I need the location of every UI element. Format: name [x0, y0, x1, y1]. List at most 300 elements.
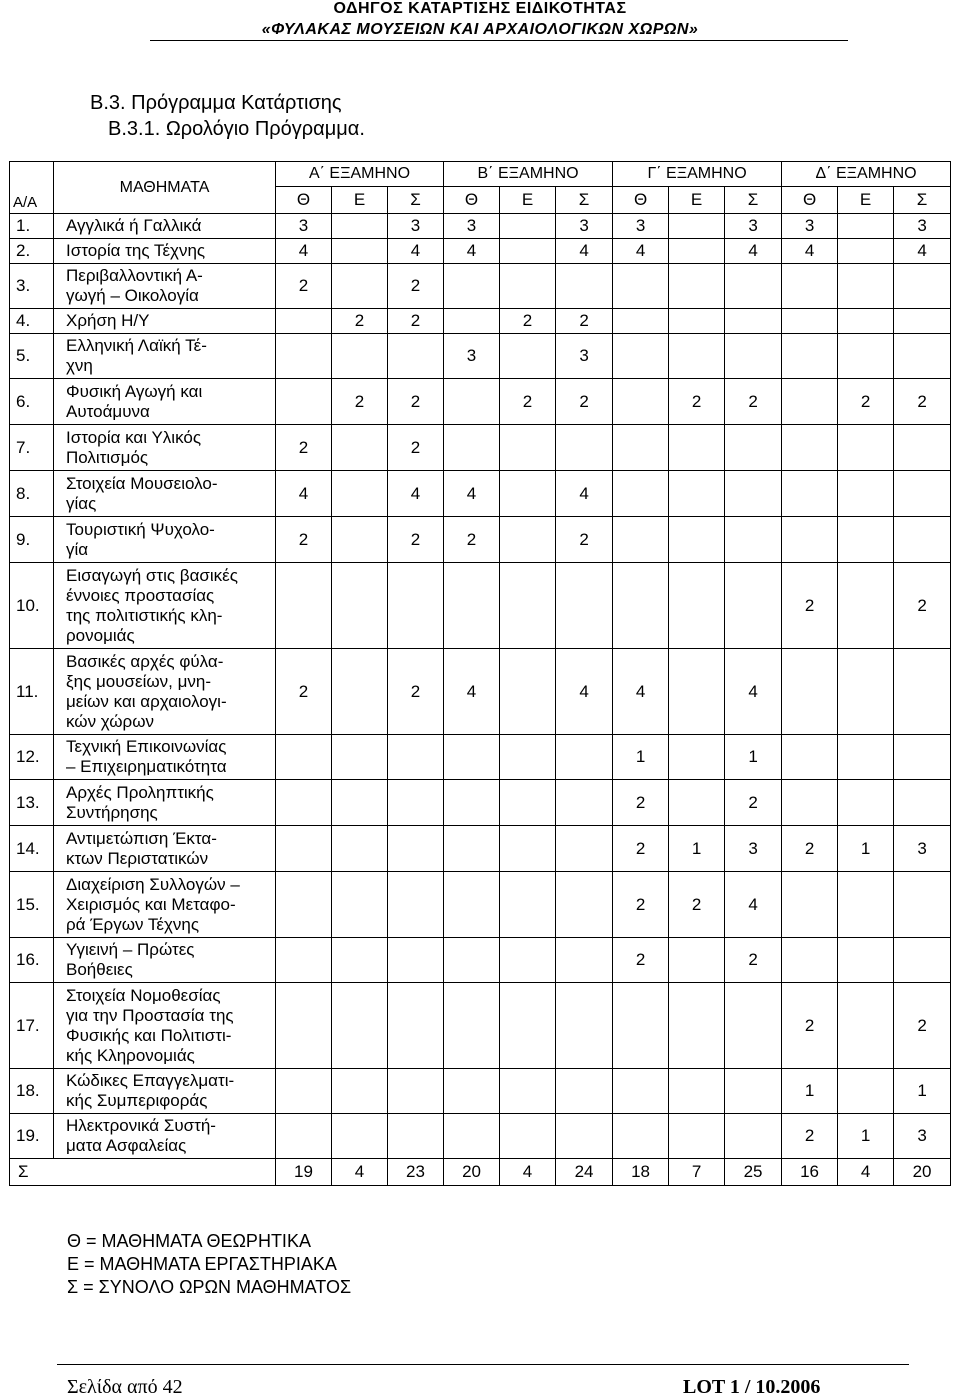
- hours-cell: [500, 334, 556, 379]
- hours-cell: [838, 938, 894, 983]
- row-number: 15.: [10, 872, 54, 938]
- hours-cell: 2: [500, 309, 556, 334]
- table-row: [10, 563, 951, 649]
- subheader-cell: Ε: [332, 187, 388, 214]
- hours-cell: [613, 379, 669, 425]
- table-row: [10, 649, 951, 735]
- hours-cell: 2: [388, 264, 444, 309]
- hours-cell: [894, 517, 951, 563]
- hours-cell: [444, 780, 500, 826]
- hours-cell: [500, 872, 556, 938]
- document-id: LOT 1 / 10.2006: [683, 1376, 821, 1398]
- hours-cell: 2: [613, 938, 669, 983]
- hours-cell: [556, 425, 613, 471]
- hours-cell: 2: [276, 425, 332, 471]
- hours-cell: [500, 517, 556, 563]
- hours-cell: 2: [782, 826, 838, 872]
- hours-cell: 2: [613, 826, 669, 872]
- hours-cell: [669, 334, 725, 379]
- subject-name: Ιστορία και Υλικός Πολιτισμός: [54, 425, 276, 471]
- hours-cell: [332, 239, 388, 264]
- hours-cell: 4: [556, 471, 613, 517]
- hours-cell: [556, 735, 613, 780]
- hours-cell: [332, 938, 388, 983]
- table-row: [10, 1069, 951, 1114]
- hours-cell: 4: [725, 649, 782, 735]
- hours-cell: [332, 517, 388, 563]
- table-row: [10, 425, 951, 471]
- hours-cell: 2: [332, 309, 388, 334]
- row-number: 19.: [10, 1114, 54, 1159]
- hours-cell: [838, 264, 894, 309]
- sum-label: Σ: [10, 1159, 276, 1186]
- hours-cell: 2: [669, 872, 725, 938]
- hours-cell: [725, 425, 782, 471]
- subject-name: Φυσική Αγωγή και Αυτοάμυνα: [54, 379, 276, 425]
- hours-cell: 2: [388, 379, 444, 425]
- hours-cell: 2: [894, 379, 951, 425]
- section-title: Β.3. Πρόγραμμα Κατάρτισης: [90, 92, 342, 114]
- hours-cell: [894, 780, 951, 826]
- hours-cell: [276, 563, 332, 649]
- hours-cell: [332, 425, 388, 471]
- subheader-cell: Ε: [838, 187, 894, 214]
- guide-title: ΟΔΗΓΟΣ ΚΑΤΑΡΤΙΣΗΣ ΕΙΔΙΚΟΤΗΤΑΣ: [333, 0, 627, 17]
- table-row: [10, 239, 951, 264]
- hours-cell: 4: [444, 239, 500, 264]
- hours-cell: [782, 425, 838, 471]
- sum-cell: 19: [276, 1159, 332, 1186]
- hours-cell: [388, 735, 444, 780]
- row-number: 18.: [10, 1069, 54, 1114]
- table-row: [10, 309, 951, 334]
- page-number: Σελίδα από 42: [67, 1376, 183, 1398]
- legend-item: Ε = ΜΑΘΗΜΑΤΑ ΕΡΓΑΣΤΗΡΙΑΚΑ: [67, 1254, 337, 1274]
- hours-cell: [669, 425, 725, 471]
- hours-cell: [444, 379, 500, 425]
- subject-name: Ελληνική Λαϊκή Τέ- χνη: [54, 334, 276, 379]
- subject-name: Υγιεινή – Πρώτες Βοήθειες: [54, 938, 276, 983]
- hours-cell: [838, 239, 894, 264]
- table-row: [10, 938, 951, 983]
- hours-cell: [669, 780, 725, 826]
- subject-name: Εισαγωγή στις βασικές έννοιες προστασίας της πολιτιστικής κλη- ρονομιάς: [54, 563, 276, 649]
- hours-cell: 2: [782, 983, 838, 1069]
- subheader-cell: Θ: [444, 187, 500, 214]
- hours-cell: [556, 938, 613, 983]
- hours-cell: [500, 1114, 556, 1159]
- hours-cell: [725, 471, 782, 517]
- hours-cell: [444, 872, 500, 938]
- row-number: 11.: [10, 649, 54, 735]
- table-row: [10, 517, 951, 563]
- hours-cell: 3: [894, 1114, 951, 1159]
- hours-cell: [556, 983, 613, 1069]
- hours-cell: 1: [838, 1114, 894, 1159]
- hours-cell: [725, 1069, 782, 1114]
- hours-cell: [782, 309, 838, 334]
- hours-cell: 2: [556, 517, 613, 563]
- hours-cell: [782, 334, 838, 379]
- hours-cell: [332, 649, 388, 735]
- hours-cell: 1: [613, 735, 669, 780]
- hours-cell: [332, 735, 388, 780]
- col-header-subjects: ΜΑΘΗΜΑΤΑ: [54, 162, 276, 214]
- hours-cell: [444, 425, 500, 471]
- hours-cell: 4: [556, 239, 613, 264]
- hours-cell: [725, 334, 782, 379]
- row-number: 3.: [10, 264, 54, 309]
- hours-cell: [669, 1069, 725, 1114]
- hours-cell: 2: [725, 379, 782, 425]
- sum-cell: 4: [838, 1159, 894, 1186]
- hours-cell: [782, 649, 838, 735]
- hours-cell: 4: [725, 872, 782, 938]
- subject-name: Τουριστική Ψυχολο- γία: [54, 517, 276, 563]
- col-header-aa: Α/Α: [10, 162, 54, 214]
- hours-cell: [276, 983, 332, 1069]
- hours-cell: 3: [725, 214, 782, 239]
- hours-cell: [725, 563, 782, 649]
- hours-cell: [500, 649, 556, 735]
- hours-cell: [332, 563, 388, 649]
- hours-cell: 4: [388, 471, 444, 517]
- hours-cell: 4: [276, 239, 332, 264]
- sum-cell: 25: [725, 1159, 782, 1186]
- hours-cell: [782, 735, 838, 780]
- hours-cell: 2: [388, 517, 444, 563]
- hours-cell: [332, 872, 388, 938]
- hours-cell: [613, 334, 669, 379]
- hours-cell: 2: [725, 780, 782, 826]
- hours-cell: [444, 563, 500, 649]
- hours-cell: [613, 425, 669, 471]
- table-row: [10, 334, 951, 379]
- hours-cell: [556, 1069, 613, 1114]
- hours-cell: [332, 264, 388, 309]
- hours-cell: [838, 214, 894, 239]
- subject-name: Ηλεκτρονικά Συστή- ματα Ασφαλείας: [54, 1114, 276, 1159]
- subject-name: Αρχές Προληπτικής Συντήρησης: [54, 780, 276, 826]
- hours-cell: 2: [782, 563, 838, 649]
- sum-cell: 24: [556, 1159, 613, 1186]
- hours-cell: [782, 379, 838, 425]
- hours-cell: [838, 983, 894, 1069]
- hours-cell: [276, 735, 332, 780]
- hours-cell: [669, 517, 725, 563]
- row-number: 2.: [10, 239, 54, 264]
- sum-cell: 4: [500, 1159, 556, 1186]
- hours-cell: [388, 983, 444, 1069]
- hours-cell: [388, 563, 444, 649]
- hours-cell: 3: [556, 334, 613, 379]
- specialty-title: «ΦΥΛΑΚΑΣ ΜΟΥΣΕΙΩΝ ΚΑΙ ΑΡΧΑΙΟΛΟΓΙΚΩΝ ΧΩΡΩΝ»: [261, 21, 699, 38]
- subject-name: Αντιμετώπιση Έκτα- κτων Περιστατικών: [54, 826, 276, 872]
- hours-cell: [556, 826, 613, 872]
- table-row: [10, 471, 951, 517]
- hours-cell: 3: [444, 214, 500, 239]
- hours-cell: [388, 872, 444, 938]
- hours-cell: 3: [388, 214, 444, 239]
- row-number: 7.: [10, 425, 54, 471]
- hours-cell: 2: [388, 425, 444, 471]
- hours-cell: 2: [276, 649, 332, 735]
- hours-cell: [838, 780, 894, 826]
- hours-cell: 3: [276, 214, 332, 239]
- row-number: 16.: [10, 938, 54, 983]
- hours-cell: [838, 309, 894, 334]
- hours-cell: [725, 1114, 782, 1159]
- hours-cell: [613, 1114, 669, 1159]
- hours-cell: 3: [725, 826, 782, 872]
- subheader-cell: Θ: [613, 187, 669, 214]
- hours-cell: [894, 309, 951, 334]
- hours-cell: [613, 471, 669, 517]
- hours-cell: [444, 264, 500, 309]
- hours-cell: 4: [276, 471, 332, 517]
- hours-cell: 1: [838, 826, 894, 872]
- semester-header: Γ΄ ΕΞΑΜΗΝΟ: [613, 162, 782, 187]
- hours-cell: [276, 780, 332, 826]
- hours-cell: [669, 239, 725, 264]
- hours-cell: [444, 735, 500, 780]
- hours-cell: [388, 334, 444, 379]
- hours-cell: 2: [276, 517, 332, 563]
- hours-cell: 3: [894, 214, 951, 239]
- hours-cell: [388, 826, 444, 872]
- hours-cell: [894, 425, 951, 471]
- table-row: [10, 780, 951, 826]
- hours-cell: [613, 1069, 669, 1114]
- hours-cell: [669, 649, 725, 735]
- hours-cell: 1: [669, 826, 725, 872]
- hours-cell: [613, 309, 669, 334]
- hours-cell: [613, 517, 669, 563]
- hours-cell: [388, 1114, 444, 1159]
- hours-cell: [332, 214, 388, 239]
- subject-name: Κώδικες Επαγγελματι- κής Συμπεριφοράς: [54, 1069, 276, 1114]
- hours-cell: [276, 1069, 332, 1114]
- hours-cell: [500, 471, 556, 517]
- hours-cell: 4: [894, 239, 951, 264]
- semester-header: Δ΄ ΕΞΑΜΗΝΟ: [782, 162, 951, 187]
- subheader-cell: Ε: [500, 187, 556, 214]
- table-row: [10, 983, 951, 1069]
- hours-cell: [894, 872, 951, 938]
- hours-cell: [388, 1069, 444, 1114]
- hours-cell: [838, 425, 894, 471]
- subject-name: Στοιχεία Νομοθεσίας για την Προστασία της Φυσικής και Πολιτιστι- κής Κληρονομιάς: [54, 983, 276, 1069]
- hours-cell: 2: [669, 379, 725, 425]
- hours-cell: 4: [613, 239, 669, 264]
- hours-cell: [276, 938, 332, 983]
- hours-cell: [556, 264, 613, 309]
- hours-cell: [838, 735, 894, 780]
- hours-cell: 2: [894, 563, 951, 649]
- hours-cell: [444, 983, 500, 1069]
- subheader-cell: Θ: [276, 187, 332, 214]
- hours-cell: [669, 938, 725, 983]
- hours-cell: 2: [782, 1114, 838, 1159]
- row-number: 14.: [10, 826, 54, 872]
- sum-row: [10, 1159, 951, 1186]
- hours-cell: [725, 309, 782, 334]
- hours-cell: 4: [444, 471, 500, 517]
- hours-cell: [725, 517, 782, 563]
- hours-cell: [500, 780, 556, 826]
- timetable: [9, 161, 951, 1186]
- subsection-title: Β.3.1. Ωρολόγιο Πρόγραμμα.: [108, 118, 365, 140]
- hours-cell: 2: [838, 379, 894, 425]
- hours-cell: 2: [613, 780, 669, 826]
- hours-cell: [782, 872, 838, 938]
- hours-cell: [388, 780, 444, 826]
- sum-cell: 16: [782, 1159, 838, 1186]
- hours-cell: 2: [613, 872, 669, 938]
- hours-cell: 2: [332, 379, 388, 425]
- hours-cell: 3: [444, 334, 500, 379]
- hours-cell: 2: [388, 309, 444, 334]
- hours-cell: [894, 649, 951, 735]
- subheader-cell: Σ: [388, 187, 444, 214]
- hours-cell: [782, 264, 838, 309]
- hours-cell: [669, 309, 725, 334]
- hours-cell: [332, 1114, 388, 1159]
- hours-cell: [669, 563, 725, 649]
- hours-cell: [556, 780, 613, 826]
- hours-cell: [500, 264, 556, 309]
- hours-cell: [500, 826, 556, 872]
- hours-cell: 4: [613, 649, 669, 735]
- hours-cell: [613, 563, 669, 649]
- hours-cell: [669, 983, 725, 1069]
- hours-cell: [725, 983, 782, 1069]
- hours-cell: [725, 264, 782, 309]
- hours-cell: 2: [556, 309, 613, 334]
- hours-cell: [444, 826, 500, 872]
- hours-cell: [500, 938, 556, 983]
- table-row: [10, 872, 951, 938]
- hours-cell: [276, 309, 332, 334]
- hours-cell: [332, 1069, 388, 1114]
- hours-cell: [838, 563, 894, 649]
- hours-cell: [838, 649, 894, 735]
- hours-cell: 1: [782, 1069, 838, 1114]
- hours-cell: [669, 471, 725, 517]
- hours-cell: [894, 334, 951, 379]
- hours-cell: 1: [894, 1069, 951, 1114]
- hours-cell: [669, 214, 725, 239]
- hours-cell: [669, 735, 725, 780]
- row-number: 5.: [10, 334, 54, 379]
- sum-cell: 7: [669, 1159, 725, 1186]
- hours-cell: [444, 938, 500, 983]
- hours-cell: [500, 425, 556, 471]
- row-number: 9.: [10, 517, 54, 563]
- semester-header: Α΄ ΕΞΑΜΗΝΟ: [276, 162, 444, 187]
- hours-cell: 4: [388, 239, 444, 264]
- sum-cell: 23: [388, 1159, 444, 1186]
- hours-cell: [500, 983, 556, 1069]
- hours-cell: [838, 471, 894, 517]
- row-number: 8.: [10, 471, 54, 517]
- hours-cell: 4: [725, 239, 782, 264]
- sum-cell: 20: [894, 1159, 951, 1186]
- hours-cell: 2: [444, 517, 500, 563]
- hours-cell: [556, 563, 613, 649]
- hours-cell: 4: [782, 239, 838, 264]
- hours-cell: 4: [444, 649, 500, 735]
- hours-cell: [276, 872, 332, 938]
- hours-cell: [500, 563, 556, 649]
- legend-item: Θ = ΜΑΘΗΜΑΤΑ ΘΕΩΡΗΤΙΚΑ: [67, 1231, 311, 1251]
- table-row: [10, 826, 951, 872]
- header-divider: [150, 40, 848, 41]
- subheader-cell: Σ: [556, 187, 613, 214]
- sum-cell: 18: [613, 1159, 669, 1186]
- hours-cell: 3: [894, 826, 951, 872]
- hours-cell: [894, 938, 951, 983]
- sum-cell: 20: [444, 1159, 500, 1186]
- row-number: 6.: [10, 379, 54, 425]
- table-row: [10, 1114, 951, 1159]
- row-number: 10.: [10, 563, 54, 649]
- hours-cell: [500, 239, 556, 264]
- hours-cell: [332, 471, 388, 517]
- hours-cell: [838, 334, 894, 379]
- hours-cell: [782, 780, 838, 826]
- hours-cell: [276, 826, 332, 872]
- hours-cell: [894, 264, 951, 309]
- hours-cell: 3: [556, 214, 613, 239]
- sum-cell: 4: [332, 1159, 388, 1186]
- hours-cell: [556, 1114, 613, 1159]
- hours-cell: 4: [556, 649, 613, 735]
- subheader-cell: Σ: [894, 187, 951, 214]
- row-number: 4.: [10, 309, 54, 334]
- row-number: 13.: [10, 780, 54, 826]
- hours-cell: [500, 214, 556, 239]
- subheader-cell: Ε: [669, 187, 725, 214]
- hours-cell: 3: [613, 214, 669, 239]
- subject-name: Περιβαλλοντική Α- γωγή – Οικολογία: [54, 264, 276, 309]
- hours-cell: [444, 309, 500, 334]
- row-number: 1.: [10, 214, 54, 239]
- subject-name: Στοιχεία Μουσειολο- γίας: [54, 471, 276, 517]
- subject-name: Βασικές αρχές φύλα- ξης μουσείων, μνη- μείων και αρχαιολογι- κών χώρων: [54, 649, 276, 735]
- hours-cell: [894, 735, 951, 780]
- hours-cell: [669, 264, 725, 309]
- hours-cell: [782, 471, 838, 517]
- subject-name: Ιστορία της Τέχνης: [54, 239, 276, 264]
- hours-cell: [332, 826, 388, 872]
- legend-item: Σ = ΣΥΝΟΛΟ ΩΡΩΝ ΜΑΘΗΜΑΤΟΣ: [67, 1277, 352, 1297]
- hours-cell: 1: [725, 735, 782, 780]
- table-row: [10, 379, 951, 425]
- hours-cell: [388, 938, 444, 983]
- hours-cell: [838, 872, 894, 938]
- table-row: [10, 735, 951, 780]
- hours-cell: [613, 264, 669, 309]
- hours-cell: [894, 471, 951, 517]
- hours-cell: 2: [276, 264, 332, 309]
- hours-cell: [613, 983, 669, 1069]
- hours-cell: [332, 983, 388, 1069]
- hours-cell: [500, 735, 556, 780]
- hours-cell: [782, 517, 838, 563]
- row-number: 12.: [10, 735, 54, 780]
- hours-cell: [444, 1114, 500, 1159]
